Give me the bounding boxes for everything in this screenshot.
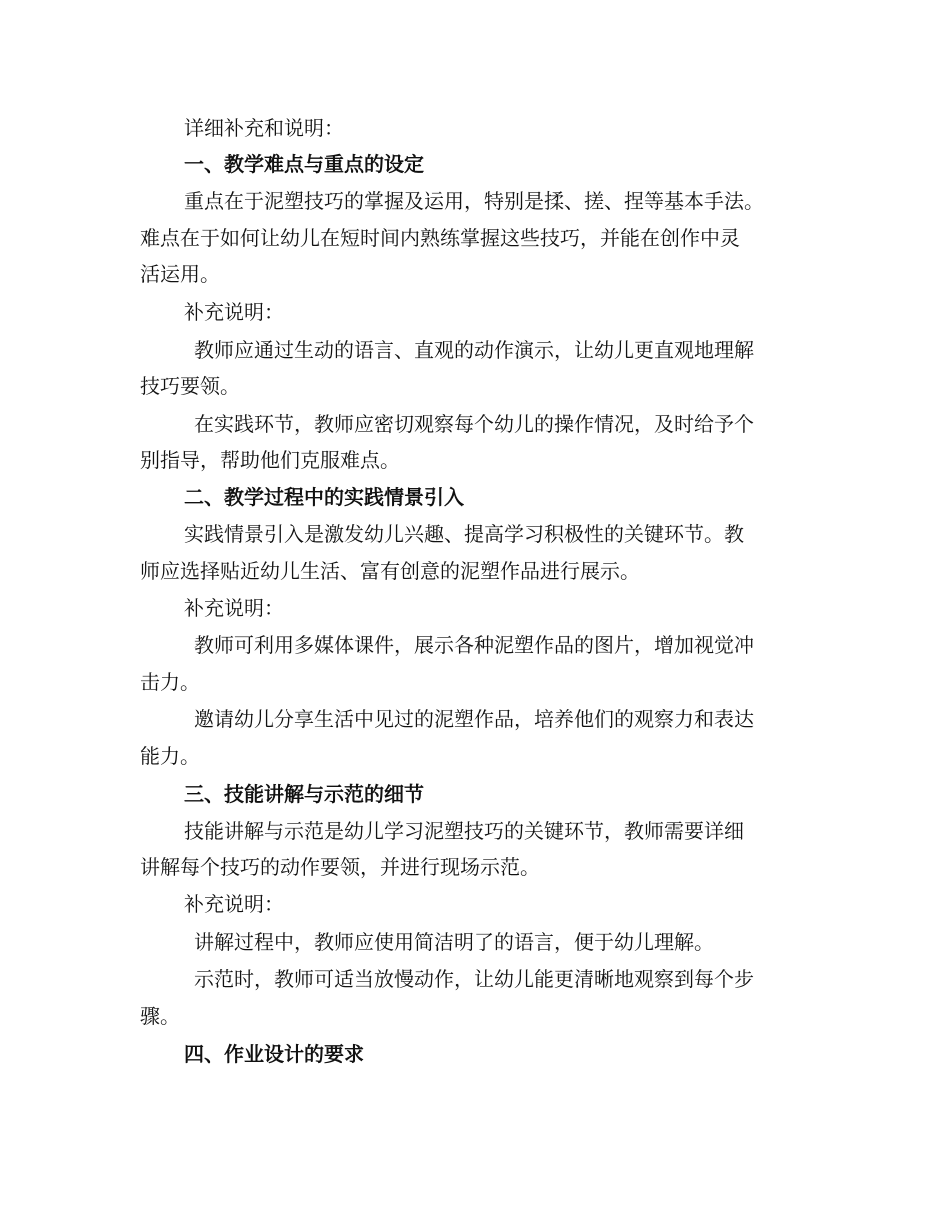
section-heading: 四、作业设计的要求 <box>184 1042 364 1066</box>
body-line: 难点在于如何让幼儿在短时间内熟练掌握这些技巧，并能在创作中灵 <box>140 226 740 250</box>
note-line: 能力。 <box>140 744 200 768</box>
body-line: 师应选择贴近幼儿生活、富有创意的泥塑作品进行展示。 <box>140 559 640 583</box>
note-label: 补充说明： <box>184 300 284 324</box>
note-line: 教师应通过生动的语言、直观的动作演示，让幼儿更直观地理解 <box>194 338 754 362</box>
note-line: 击力。 <box>140 670 200 694</box>
body-line: 讲解每个技巧的动作要领，并进行现场示范。 <box>140 855 540 879</box>
intro-label: 详细补充和说明： <box>184 116 344 140</box>
note-label: 补充说明： <box>184 892 284 916</box>
body-line: 技能讲解与示范是幼儿学习泥塑技巧的关键环节，教师需要详细 <box>184 819 744 843</box>
note-line: 在实践环节，教师应密切观察每个幼儿的操作情况，及时给予个 <box>194 412 754 436</box>
note-label: 补充说明： <box>184 596 284 620</box>
body-line: 实践情景引入是激发幼儿兴趣、提高学习积极性的关键环节。教 <box>184 522 744 546</box>
note-line: 示范时，教师可适当放慢动作，让幼儿能更清晰地观察到每个步 <box>194 967 754 991</box>
note-line: 技巧要领。 <box>140 374 240 398</box>
note-line: 邀请幼儿分享生活中见过的泥塑作品，培养他们的观察力和表达 <box>194 707 754 731</box>
body-line: 重点在于泥塑技巧的掌握及运用，特别是揉、搓、捏等基本手法。 <box>184 189 764 213</box>
note-line: 讲解过程中，教师应使用简洁明了的语言，便于幼儿理解。 <box>194 930 714 954</box>
body-line: 活运用。 <box>140 262 220 286</box>
note-line: 骤。 <box>140 1004 180 1028</box>
note-line: 别指导，帮助他们克服难点。 <box>140 448 400 472</box>
note-line: 教师可利用多媒体课件，展示各种泥塑作品的图片，增加视觉冲 <box>194 633 754 657</box>
section-heading: 三、技能讲解与示范的细节 <box>184 782 424 806</box>
section-heading: 一、教学难点与重点的设定 <box>184 152 424 176</box>
section-heading: 二、教学过程中的实践情景引入 <box>184 485 464 509</box>
